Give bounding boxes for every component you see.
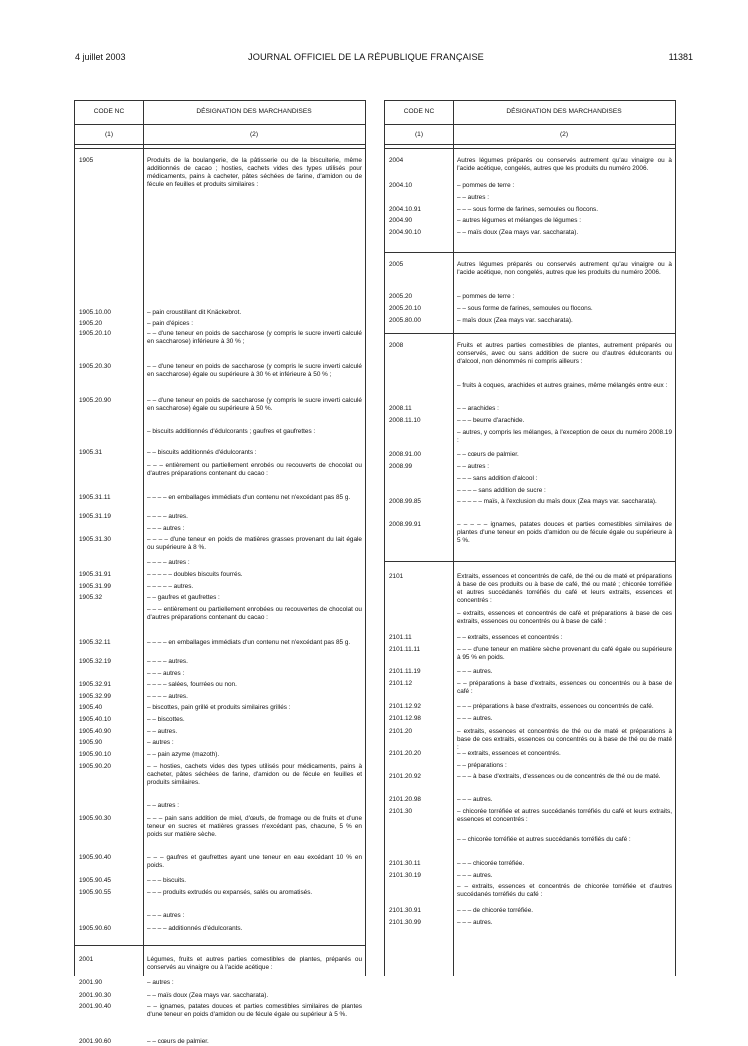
nc-code: 2101.11.19 [389, 668, 421, 675]
nc-code: 1905.31.11 [79, 494, 111, 501]
goods-designation: – chicorée torréfiée et autres succédanés torréfiés du café et leurs extraits, essences et concentrés : [457, 808, 674, 823]
goods-designation: – – – préparations à base d'extraits, essences ou concentrés de café. [457, 703, 654, 710]
goods-designation: – – hosties, cachets vides des types utilisés pour médicaments, pains à cacheter, pâtes séchées de farine, d'amidon ou de fécule en feuilles et produits similaires. [147, 763, 364, 786]
section-divider [75, 945, 365, 946]
goods-designation: – – – d'une teneur en matière sèche provenant du café égale ou supérieure à 95 % en poids. [457, 646, 674, 661]
nc-code: 2101.30.19 [389, 872, 421, 879]
nc-code: 2004 [389, 157, 404, 164]
nc-code: 1905.20.90 [79, 397, 111, 404]
nc-code: 1905.32 [79, 594, 103, 601]
goods-designation: Légumes, fruits et autres parties comestibles de plantes, préparés ou conservés au vinaigre ou à l'acide acétique : [147, 956, 364, 971]
goods-designation: – – préparations à base d'extraits, essences ou concentrés ou à base de café : [457, 680, 674, 695]
goods-designation: – – – – additionnés d'édulcorants. [147, 925, 243, 932]
goods-designation: – extraits, essences et concentrés de thé ou de maté et préparations à base de ces extraits, essences ou concentrés ou à base de thé ou de maté : [457, 728, 674, 751]
tariff-table-left [74, 100, 366, 1045]
goods-designation: – – cœurs de palmier. [457, 451, 519, 458]
goods-designation: – – d'une teneur en poids de saccharose (y compris le sucre inverti calculé en saccharose) égale ou supérieure à 50 %. [147, 397, 364, 412]
goods-designation: – – – autres. [457, 872, 493, 879]
goods-designation: – – d'une teneur en poids de saccharose (y compris le sucre inverti calculé en saccharose) inférieure à 30 % ; [147, 330, 364, 345]
nc-code: 2101.11.11 [389, 646, 421, 653]
nc-code: 1905.31.99 [79, 583, 111, 590]
goods-designation: – – – autres. [457, 919, 493, 926]
nc-code: 1905.40.90 [79, 728, 111, 735]
goods-designation: – – maïs doux (Zea mays var. saccharata). [147, 992, 269, 999]
goods-designation: – extraits, essences et concentrés de café et préparations à base de ces extraits, essences ou concentrés ou à base de café : [457, 610, 674, 625]
nc-code: 2004.90 [389, 217, 413, 224]
goods-designation: Autres légumes préparés ou conservés autrement qu'au vinaigre ou à l'acide acétique, non congelés, autres que les produits du numéro 2006. [457, 261, 674, 276]
goods-designation: – – – autres : [147, 912, 185, 919]
col-number-2: (2) [249, 131, 259, 138]
goods-designation: – – sous forme de farines, semoules ou flocons. [457, 305, 593, 312]
nc-code: 1905.40 [79, 704, 103, 711]
goods-designation: – – – pain sans addition de miel, d'œufs, de fromage ou de fruits et d'une teneur en sucres et matières grasses n'excédant pas, chacune, 5 % en poids sur matière sèche. [147, 815, 364, 838]
goods-designation: – – – sans addition d'alcool : [457, 475, 538, 482]
goods-designation: – – – – – maïs, à l'exclusion du maïs doux (Zea mays var. saccharata). [457, 498, 657, 505]
nc-code: 2101.20.92 [389, 773, 421, 780]
nc-code: 2001.90.40 [79, 1003, 111, 1010]
nc-code: 1905.20.10 [79, 330, 111, 337]
nc-code: 1905.31.30 [79, 536, 111, 543]
header-page-number: 11381 [668, 52, 693, 62]
goods-designation: – – – – salées, fourrées ou non. [147, 681, 237, 688]
goods-designation: – pommes de terre : [457, 182, 515, 189]
nc-code: 2101.30.11 [389, 860, 421, 867]
goods-designation: – biscottes, pain grillé et produits similaires grillés : [147, 704, 291, 711]
goods-designation: – – – à base d'extraits, d'essences ou de concentrés de thé ou de maté. [457, 773, 661, 780]
goods-designation: – – biscottes. [147, 716, 185, 723]
nc-code: 2101.20 [389, 728, 413, 735]
nc-code: 2005 [389, 261, 404, 268]
goods-designation: – – extraits, essences et concentrés. [457, 750, 561, 757]
goods-designation: – – autres : [457, 463, 489, 470]
goods-designation: – – autres : [457, 194, 489, 201]
nc-code: 2001.90 [79, 979, 103, 986]
goods-designation: – – biscuits additionnés d'édulcorants : [147, 449, 257, 456]
nc-code: 2008.11 [389, 405, 412, 412]
goods-designation: – – autres : [147, 802, 179, 809]
nc-code: 1905.32.99 [79, 693, 111, 700]
section-divider [385, 333, 675, 334]
goods-designation: – – – gaufres et gaufrettes ayant une teneur en eau excédant 10 % en poids. [147, 854, 364, 869]
nc-code: 2101.30 [389, 808, 413, 815]
col-header-code: CODE NC [403, 108, 435, 115]
goods-designation: – – – entièrement ou partiellement enrobées ou recouvertes de chocolat ou d'autres préparations contenant du cacao : [147, 606, 364, 621]
nc-code: 2005.80.00 [389, 317, 421, 324]
nc-code: 1905.10.00 [79, 309, 111, 316]
goods-designation: – – d'une teneur en poids de saccharose (y compris le sucre inverti calculé en saccharose) égale ou supérieure à 30 % et inférieure à 50 % ; [147, 363, 364, 378]
nc-code: 1905.31.19 [79, 513, 111, 520]
nc-code: 1905 [79, 157, 94, 164]
nc-code: 1905.90.40 [79, 854, 111, 861]
nc-code: 1905.90.30 [79, 815, 111, 822]
goods-designation: – – – autres. [457, 668, 493, 675]
nc-code: 2004.90.10 [389, 229, 421, 236]
nc-code: 2008 [389, 342, 404, 349]
nc-code: 1905.40.10 [79, 716, 111, 723]
nc-code: 1905.90.10 [79, 751, 111, 758]
nc-code: 2008.99.91 [389, 521, 421, 528]
nc-code: 1905.90.55 [79, 889, 111, 896]
goods-designation: – – extraits, essences et concentrés : [457, 634, 563, 641]
goods-designation: – – gaufres et gaufrettes : [147, 594, 220, 601]
goods-designation: Fruits et autres parties comestibles de plantes, autrement préparés ou conservés, avec ou sans addition de sucre ou d'autres édulcorants ou d'alcool, non dénommés ni compris ailleurs : [457, 342, 674, 365]
goods-designation: Produits de la boulangerie, de la pâtisserie ou de la biscuiterie, même additionnés de cacao ; hosties, cachets vides des types utilisés pour médicaments, pains à cacheter, pâtes séchées de farine, d'amidon ou de fécule en feuilles et produits similaires : [147, 157, 364, 188]
col-number-1: (1) [414, 131, 424, 138]
nc-code: 1905.32.91 [79, 681, 111, 688]
section-divider [385, 252, 675, 253]
nc-code: 2101.30.91 [389, 907, 421, 914]
nc-code: 1905.32.19 [79, 658, 111, 665]
nc-code: 2101.30.99 [389, 919, 421, 926]
nc-code: 1905.90.20 [79, 763, 111, 770]
nc-code: 2001.90.30 [79, 992, 111, 999]
goods-designation: – – ignames, patates douces et parties comestibles similaires de plantes d'une teneur en poids d'amidon ou de fécule égale ou supérieur à 5 %. [147, 1003, 364, 1018]
nc-code: 2101.20.98 [389, 796, 421, 803]
goods-designation: Autres légumes préparés ou conservés autrement qu'au vinaigre ou à l'acide acétique, congelés, autres que les produits du numéro 2006. [457, 157, 674, 172]
goods-designation: – – – – autres. [147, 693, 188, 700]
goods-designation: – – – – en emballages immédiats d'un contenu net n'excédant pas 85 g. [147, 639, 351, 646]
goods-designation: – – – biscuits. [147, 877, 187, 884]
goods-designation: – – – – autres : [147, 559, 190, 566]
goods-designation: – – – – en emballages immédiats d'un contenu net n'excédant pas 85 g. [147, 494, 351, 501]
nc-code: 2101.11 [389, 634, 412, 641]
goods-designation: – – – – – autres. [147, 583, 194, 590]
goods-designation: – pommes de terre : [457, 293, 515, 300]
header-date: 4 juillet 2003 [75, 52, 126, 62]
goods-designation: – – – de chicorée torréfiée. [457, 907, 534, 914]
col-header-designation: DÉSIGNATION DES MARCHANDISES [196, 108, 312, 115]
nc-code: 2001.90.60 [79, 1038, 111, 1045]
goods-designation: – – – – autres. [147, 658, 188, 665]
goods-designation: – – – – – ignames, patates douces et parties comestibles similaires de plantes d'une teneur en poids d'amidon ou de fécule égale ou supérieure à 5 %. [457, 521, 674, 544]
nc-code: 2008.99.85 [389, 498, 421, 505]
goods-designation: – – extraits, essences et concentrés de chicorée torréfiée et d'autres succédanés torréfiés du café : [457, 883, 674, 898]
nc-code: 2005.20 [389, 293, 413, 300]
goods-designation: – – arachides : [457, 405, 499, 412]
goods-designation: – – – sous forme de farines, semoules ou flocons. [457, 206, 599, 213]
goods-designation: – – préparations : [457, 762, 507, 769]
goods-designation: – – – – sans addition de sucre : [457, 487, 546, 494]
nc-code: 2101.20.20 [389, 750, 421, 757]
goods-designation: – autres, y compris les mélanges, à l'exception de ceux du numéro 2008.19 : [457, 429, 674, 444]
goods-designation: – autres : [147, 979, 174, 986]
nc-code: 2008.99 [389, 463, 413, 470]
goods-designation: – – – – – doubles biscuits fourrés. [147, 571, 243, 578]
nc-code: 2101.12.98 [389, 715, 421, 722]
nc-code: 2101.12 [389, 680, 413, 687]
goods-designation: – – – autres : [147, 670, 185, 677]
goods-designation: – – – entièrement ou partiellement enrobés ou recouverts de chocolat ou d'autres préparations contenant du cacao : [147, 462, 364, 477]
col-header-code: CODE NC [93, 108, 125, 115]
goods-designation: – – autres. [147, 728, 178, 735]
nc-code: 1905.31 [79, 449, 103, 456]
goods-designation: – autres légumes et mélanges de légumes : [457, 217, 581, 224]
nc-code: 1905.90.45 [79, 877, 111, 884]
goods-designation: – maïs doux (Zea mays var. saccharata). [457, 317, 573, 324]
goods-designation: – – – – d'une teneur en poids de matières grasses provenant du lait égale ou supérieure à 8 %. [147, 536, 364, 551]
col-number-2: (2) [559, 131, 569, 138]
goods-designation: – – – produits extrudés ou expansés, salés ou aromatisés. [147, 889, 313, 896]
tariff-table-right [384, 100, 676, 976]
section-divider [385, 561, 675, 562]
goods-designation: – – maïs doux (Zea mays var. saccharata). [457, 229, 579, 236]
nc-code: 1905.32.11 [79, 639, 111, 646]
nc-code: 2008.11.10 [389, 417, 421, 424]
goods-designation: – – pain azyme (mazoth). [147, 751, 220, 758]
nc-code: 2004.10 [389, 182, 413, 189]
nc-code: 2004.10.91 [389, 206, 421, 213]
goods-designation: – – – autres. [457, 796, 493, 803]
nc-code: 2001 [79, 956, 94, 963]
nc-code: 1905.90.60 [79, 925, 111, 932]
goods-designation: – fruits à coques, arachides et autres graines, même mélangés entre eux : [457, 382, 668, 389]
goods-designation: – biscuits additionnés d'édulcorants ; gaufres et gaufrettes : [147, 428, 316, 435]
goods-designation: – pain croustillant dit Knäckebrot. [147, 309, 242, 316]
nc-code: 1905.20 [79, 320, 103, 327]
nc-code: 1905.90 [79, 739, 103, 746]
goods-designation: – – – chicorée torréfiée. [457, 860, 525, 867]
goods-designation: – – – – autres. [147, 513, 188, 520]
nc-code: 2008.91.00 [389, 451, 421, 458]
nc-code: 1905.20.30 [79, 363, 111, 370]
goods-designation: – autres : [147, 739, 174, 746]
goods-designation: – – – autres. [457, 715, 493, 722]
col-number-1: (1) [104, 131, 114, 138]
goods-designation: – – cœurs de palmier. [147, 1038, 209, 1045]
col-header-designation: DÉSIGNATION DES MARCHANDISES [506, 108, 622, 115]
goods-designation: – – chicorée torréfiée et autres succédanés torréfiés du café : [457, 836, 631, 843]
goods-designation: – – – beurre d'arachide. [457, 417, 525, 424]
header-title: JOURNAL OFFICIEL DE LA RÉPUBLIQUE FRANÇAISE [248, 52, 484, 62]
goods-designation: – pain d'épices : [147, 320, 193, 327]
nc-code: 2101.12.92 [389, 703, 421, 710]
nc-code: 2005.20.10 [389, 305, 421, 312]
goods-designation: – – – autres : [147, 525, 185, 532]
goods-designation: Extraits, essences et concentrés de café, de thé ou de maté et préparations à base de ces produits ou à base de café, thé ou maté ; chicorée torréfiée et autres succédanés torréfiés du café et leurs extraits, essences et concentrés : [457, 573, 674, 604]
nc-code: 1905.31.91 [79, 571, 111, 578]
nc-code: 2101 [389, 573, 404, 580]
